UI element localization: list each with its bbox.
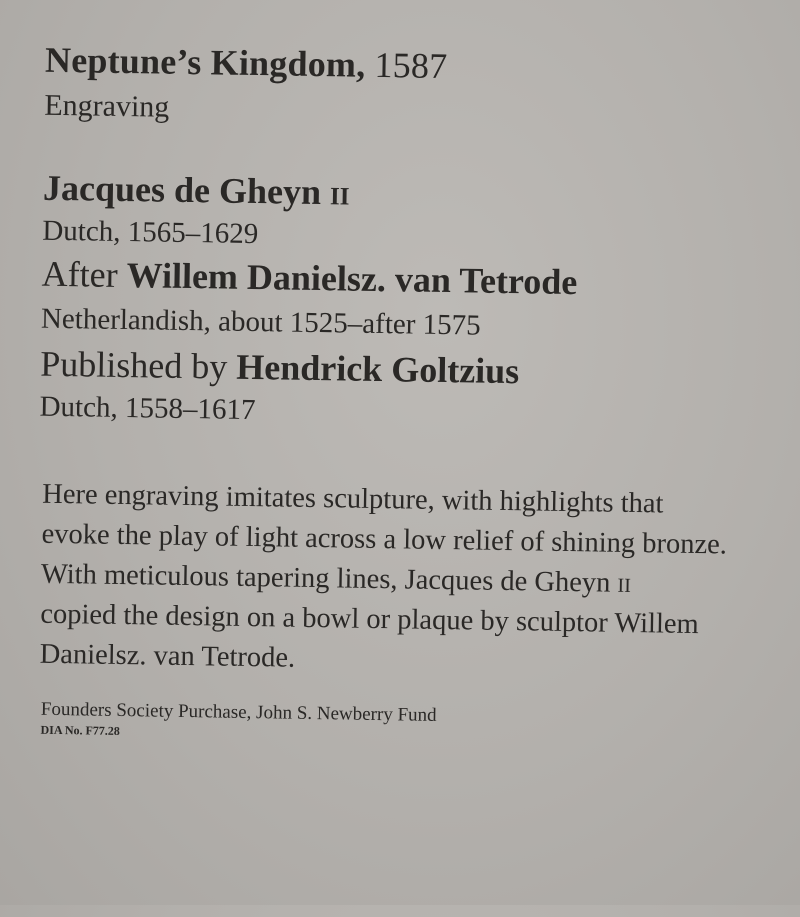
description-text: With meticulous tapering lines, Jacques de Gheyn xyxy=(40,558,611,599)
artwork-title-line xyxy=(45,39,448,87)
artist-name: Jacques de Gheyn xyxy=(42,167,322,213)
artist-name-line xyxy=(43,167,350,214)
after-line xyxy=(41,253,577,303)
publisher-nationality-dates: Dutch, 1558–1617 xyxy=(39,390,256,427)
after-artist-name: Willem Danielsz. van Tetrode xyxy=(126,255,578,303)
description-line: copied the design on a bowl or plaque by sculptor Willem xyxy=(40,598,699,641)
artist-nationality-dates: Dutch, 1565–1629 xyxy=(42,214,259,251)
description-line: evoke the play of light across a low relief of shining bronze. xyxy=(41,518,728,561)
artwork-title: Neptune’s Kingdom, xyxy=(44,39,366,85)
credit-line: Founders Society Purchase, John S. Newberry Fund xyxy=(40,698,437,726)
artist-name-suffix: ii xyxy=(329,172,350,213)
after-artist-nationality-dates: Netherlandish, about 1525–after 1575 xyxy=(40,302,481,342)
description-line: Here engraving imitates sculpture, with highlights that xyxy=(41,478,664,520)
description-paragraph xyxy=(39,475,772,686)
after-prefix: After xyxy=(41,253,118,295)
accession-number: DIA No. F77.28 xyxy=(40,722,120,738)
publisher-line xyxy=(40,343,520,393)
description-suffix: ii xyxy=(617,567,632,599)
publisher-name: Hendrick Goltzius xyxy=(235,346,520,392)
artwork-year: 1587 xyxy=(374,44,448,87)
description-line: Danielsz. van Tetrode. xyxy=(39,638,296,674)
artwork-medium: Engraving xyxy=(44,88,170,124)
publisher-prefix: Published by xyxy=(39,343,228,387)
